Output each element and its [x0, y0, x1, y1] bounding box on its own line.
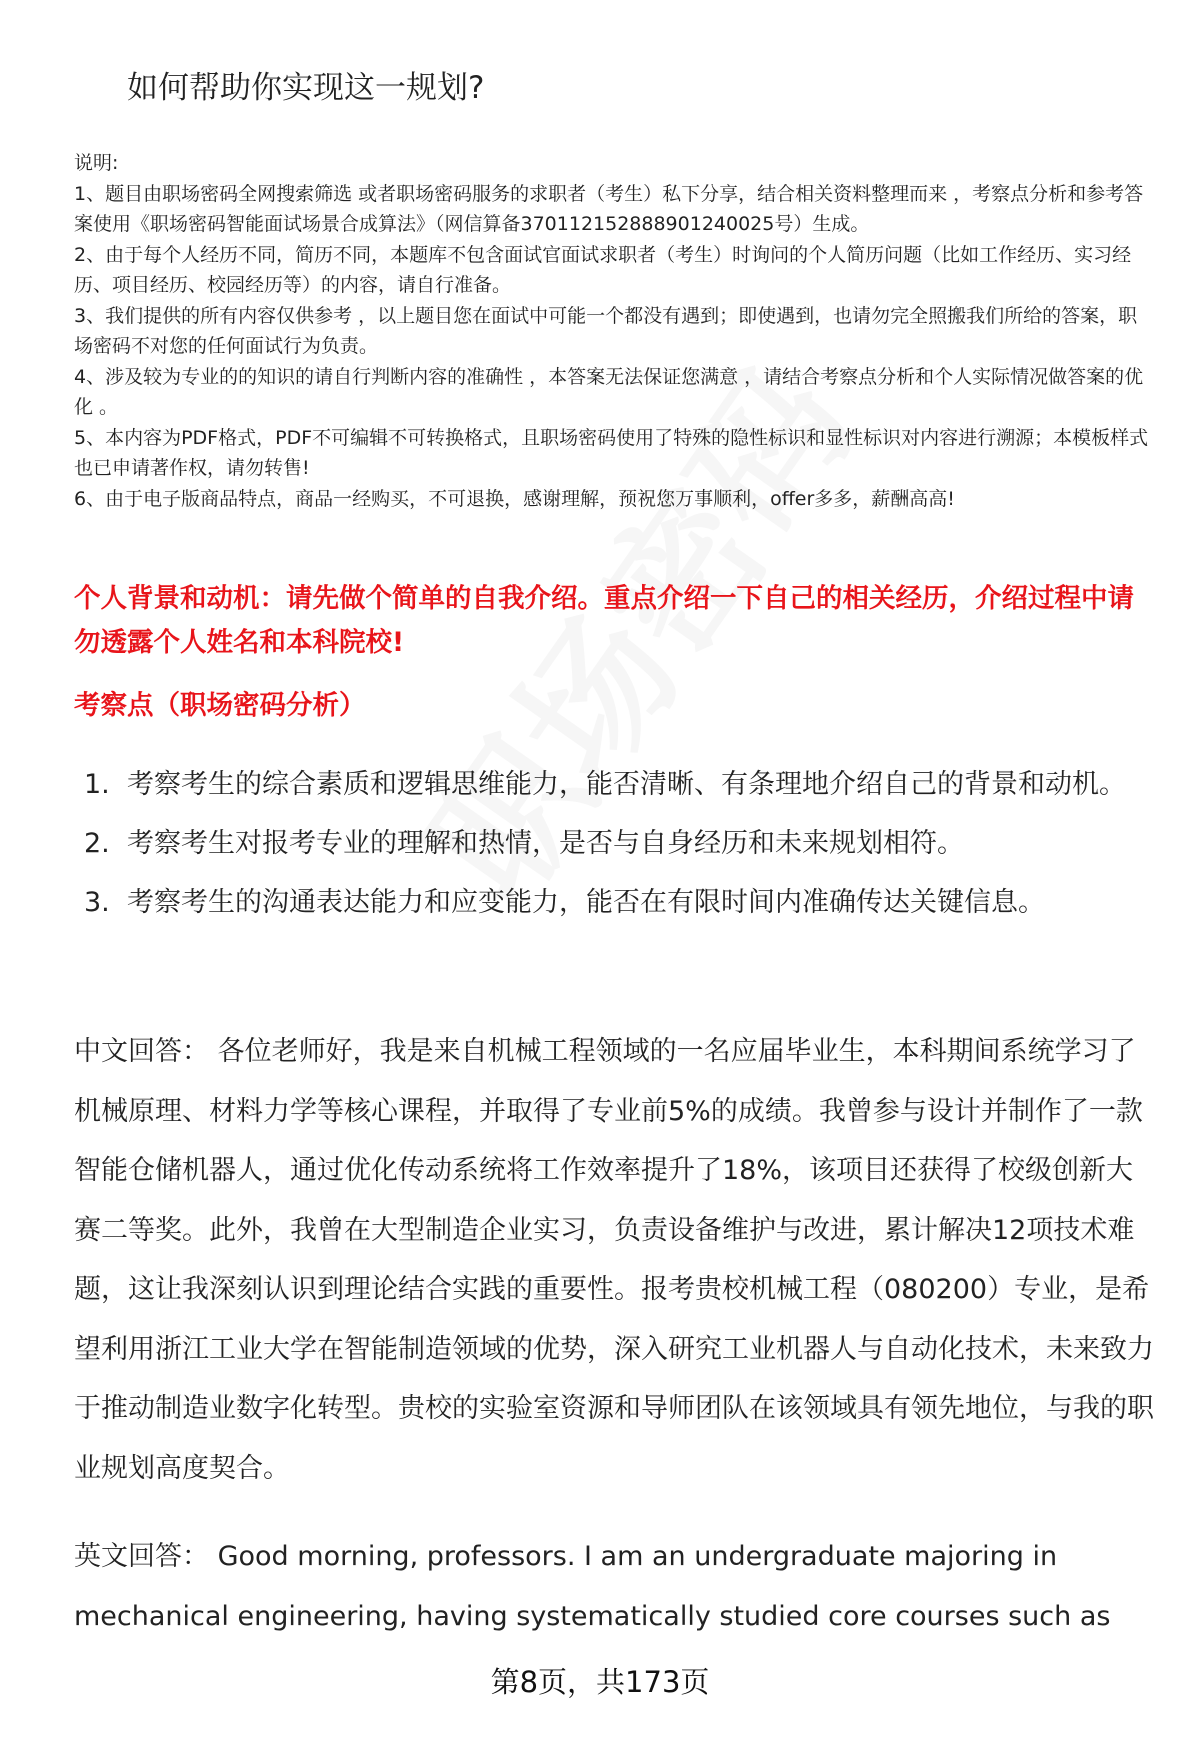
analysis-point	[74, 814, 1154, 873]
page-title: 如何帮助你实现这一规划?	[127, 70, 485, 106]
note-item: 4、涉及较为专业的的知识的请自行判断内容的准确性 ，本答案无法保证您满意 ，请结合考察点分析和个人实际情况做答案的优化 。	[74, 365, 1144, 418]
analysis-point	[74, 755, 1154, 814]
analysis-heading: 考察点（职场密码分析）	[74, 690, 366, 721]
point-text: 考察考生的综合素质和逻辑思维能力，能否清晰、有条理地介绍自己的背景和动机。	[127, 769, 1126, 800]
point-number: 2.	[84, 828, 110, 859]
page-footer: 第8页，共173页	[490, 1665, 710, 1699]
note-item: 2、由于每个人经历不同，简历不同，本题库不包含面试官面试求职者（考生）时询问的个人简历问题（比如工作经历、实习经历、项目经历、校园经历等）的内容，请自行准备。	[74, 243, 1132, 296]
point-text: 考察考生的沟通表达能力和应变能力，能否在有限时间内准确传达关键信息。	[127, 887, 1045, 918]
notes-heading: 说明:	[74, 152, 119, 174]
chinese-answer-label: 中文回答：	[74, 1036, 209, 1067]
point-number: 3.	[84, 887, 110, 918]
notes-section	[74, 148, 1149, 514]
english-answer-text: Good morning, professors. I am an undergraduate majoring in mechanical engineering, having systematically studied core courses such as	[74, 1541, 1111, 1632]
chinese-answer-text: 各位老师好，我是来自机械工程领域的一名应届毕业生，本科期间系统学习了机械原理、材料力学等核心课程，并取得了专业前5%的成绩。我曾参与设计并制作了一款智能仓储机器人，通过优化传动系统将工作效率提升了18%，该项目还获得了校级创新大赛二等奖。此外，我曾在大型制造企业实习，负责设备维护与改进，累计解决12项技术难题，这让我深刻认识到理论结合实践的重要性。报考贵校机械工程（080200）专业，是希望利用浙江工业大学在智能制造领域的优势，深入研究工业机器人与自动化技术，未来致力于推动制造业数字化转型。贵校的实验室资源和导师团队在该领域具有领先地位，与我的职业规划高度契合。	[74, 1036, 1154, 1484]
note-item: 1、题目由职场密码全网搜索筛选 或者职场密码服务的求职者（考生）私下分享，结合相关资料整理而来 ，考察点分析和参考答案使用《职场密码智能面试场景合成算法》（网信算备370112152888901240025号）生成。	[74, 182, 1144, 235]
note-item: 3、我们提供的所有内容仅供参考 ，以上题目您在面试中可能一个都没有遇到；即使遇到，也请勿完全照搬我们所给的答案，职场密码不对您的任何面试行为负责。	[74, 304, 1138, 357]
point-number: 1.	[84, 769, 110, 800]
chinese-answer	[74, 1022, 1154, 1498]
analysis-point	[74, 873, 1154, 932]
question-heading: 个人背景和动机：请先做个简单的自我介绍。重点介绍一下自己的相关经历，介绍过程中请勿透露个人姓名和本科院校!	[74, 583, 1134, 658]
point-text: 考察考生对报考专业的理解和热情，是否与自身经历和未来规划相符。	[127, 828, 964, 859]
english-answer	[74, 1527, 1154, 1646]
analysis-points	[74, 755, 1154, 932]
english-answer-label: 英文回答：	[74, 1541, 209, 1572]
note-item: 5、本内容为PDF格式，PDF不可编辑不可转换格式，且职场密码使用了特殊的隐性标识和显性标识对内容进行溯源；本模板样式也已申请著作权，请勿转售!	[74, 426, 1149, 479]
note-item: 6、由于电子版商品特点，商品一经购买，不可退换，感谢理解，预祝您万事顺利，offer多多，薪酬高高!	[74, 487, 955, 510]
